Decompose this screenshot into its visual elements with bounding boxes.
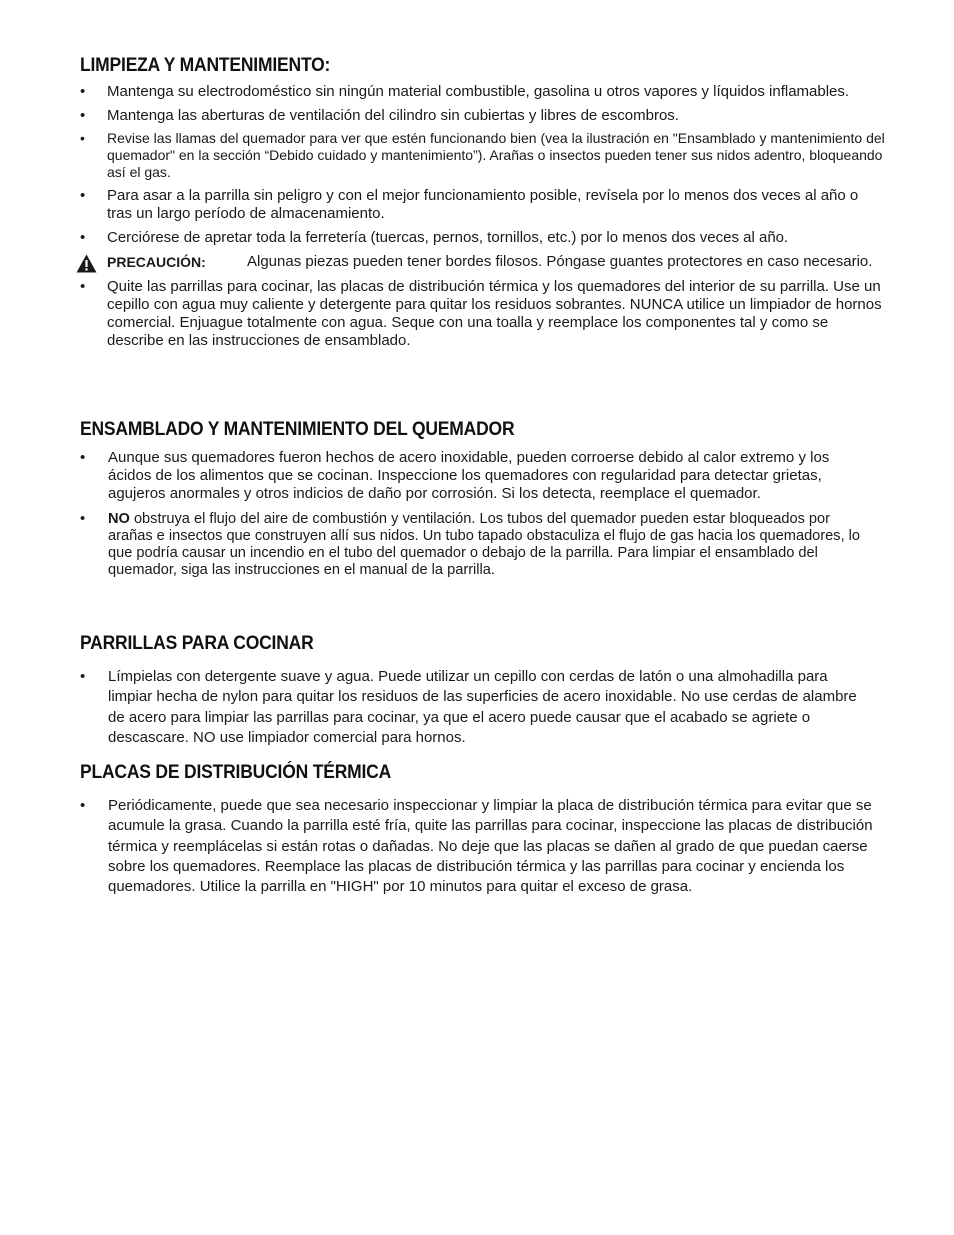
list-item: [80, 511, 875, 579]
list-item: [80, 278, 885, 350]
list-item: [80, 796, 875, 897]
warning-triangle-icon: [76, 254, 97, 273]
list-item-text: Revise las llamas del quemador para ver que estén funcionando bien (vea la ilustración en "Ensamblado y mantenimiento del quemador" en la sección “Debido cuidado y mantenimiento”). Arañas o insectos pueden tener sus nidos adentro, bloqueando así el gas.: [107, 130, 885, 180]
emphasis-no: NO: [108, 511, 130, 527]
plates-list: [80, 796, 875, 897]
list-item-text: Aunque sus quemadores fueron hechos de acero inoxidable, pueden corroerse debido al calor extremo y los ácidos de los alimentos que se cocinan. Inspeccione los quemadores con regularidad para detectar grietas, agujeros anormales y otros indicios de daño por corrosión. Si los detecta, reemplace el quemador.: [108, 449, 830, 502]
caution-note: [80, 253, 885, 271]
list-item-text: Mantenga su electrodoméstico sin ningún material combustible, gasolina u otros vapores y líquidos inflamables.: [107, 83, 850, 100]
list-item: [80, 107, 885, 125]
list-item: [80, 667, 875, 748]
bullet: •: [80, 668, 86, 685]
burner-list: [80, 449, 875, 579]
section-burner: [80, 419, 875, 579]
section-plates: [80, 762, 875, 897]
bullet: •: [80, 107, 86, 124]
bullet: •: [80, 83, 86, 100]
cleaning-list: [80, 83, 885, 247]
list-item-text: Periódicamente, puede que sea necesario inspeccionar y limpiar la placa de distribución térmica para evitar que se acumule la grasa. Cuando la parrilla esté fría, quite las parrillas para cocinar, inspeccione las placas de distribución térmica y reemplácelas si están rotas o dañadas. No deje que las placas se dañen al grado de que puedan caerse sobre los quemadores. Reemplace las placas de distribución térmica y las parrillas para cocinar y encienda los quemadores. Utilice la parrilla en "HIGH" por 10 minutos para quitar el exceso de grasa.: [108, 797, 873, 896]
list-item-text: Mantenga las aberturas de ventilación del cilindro sin cubiertas y libres de escombros.: [107, 107, 679, 124]
caution-label: PRECAUCIÓN:: [107, 254, 206, 270]
section-title: LIMPIEZA Y MANTENIMIENTO:: [80, 55, 331, 76]
bullet: •: [80, 797, 86, 814]
list-item: [80, 83, 885, 101]
bullet: •: [80, 187, 86, 204]
list-item: [80, 187, 885, 223]
list-item-text: Quite las parrillas para cocinar, las placas de distribución térmica y los quemadores del interior de su parrilla. Use un cepillo con agua muy caliente y detergente para quitar los residuos sobrantes. NUNCA utilice un limpiador de hornos comercial. Enjuague totalmente con agua. Seque con una toalla y reemplace los componentes tal y como se describe en las instrucciones de ensamblado.: [107, 278, 882, 349]
section-title: PLACAS DE DISTRIBUCIÓN TÉRMICA: [80, 762, 392, 783]
bullet: •: [80, 130, 85, 146]
section-cleaning: [80, 55, 885, 350]
list-item: [80, 229, 885, 247]
section-grates: [80, 633, 875, 748]
caution-text: Algunas piezas pueden tener bordes filosos. Póngase guantes protectores en caso necesario.: [247, 253, 873, 270]
bullet: •: [80, 449, 86, 466]
grates-list: [80, 667, 875, 748]
bullet: •: [80, 511, 86, 527]
list-item: [80, 449, 875, 503]
list-item-text: Para asar a la parrilla sin peligro y con el mejor funcionamiento posible, revísela por lo menos dos veces al año o tras un largo período de almacenamiento.: [107, 187, 859, 222]
bullet: •: [80, 229, 86, 246]
list-item-text: Cerciórese de apretar toda la ferretería (tuercas, pernos, tornillos, etc.) por lo menos dos veces al año.: [107, 229, 789, 246]
list-item-text: obstruya el flujo del aire de combustión y ventilación. Los tubos del quemador pueden estar bloqueados por arañas e insectos que construyen allí sus nidos. Un tubo tapado obstaculiza el flujo de gas hacia los quemadores, lo que podría causar un incendio en el tubo del quemador o debajo de la parrilla. Para limpiar el ensamblado del quemador, siga las instrucciones en el manual de la parrilla.: [108, 511, 861, 578]
section-title: PARRILLAS PARA COCINAR: [80, 633, 314, 654]
list-item-text: Límpielas con detergente suave y agua. Puede utilizar un cepillo con cerdas de latón o una almohadilla para limpiar hecha de nylon para quitar los residuos de las superficies de acero inoxidable. No use cerdas de alambre de acero para limpiar las parrillas para cocinar, ya que el acero puede causar que el acabado se agriete o descascare. NO use limpiador comercial para hornos.: [108, 668, 857, 746]
cleaning-list-2: [80, 278, 885, 350]
list-item: [80, 130, 885, 181]
section-title: ENSAMBLADO Y MANTENIMIENTO DEL QUEMADOR: [80, 419, 515, 440]
bullet: •: [80, 278, 86, 295]
